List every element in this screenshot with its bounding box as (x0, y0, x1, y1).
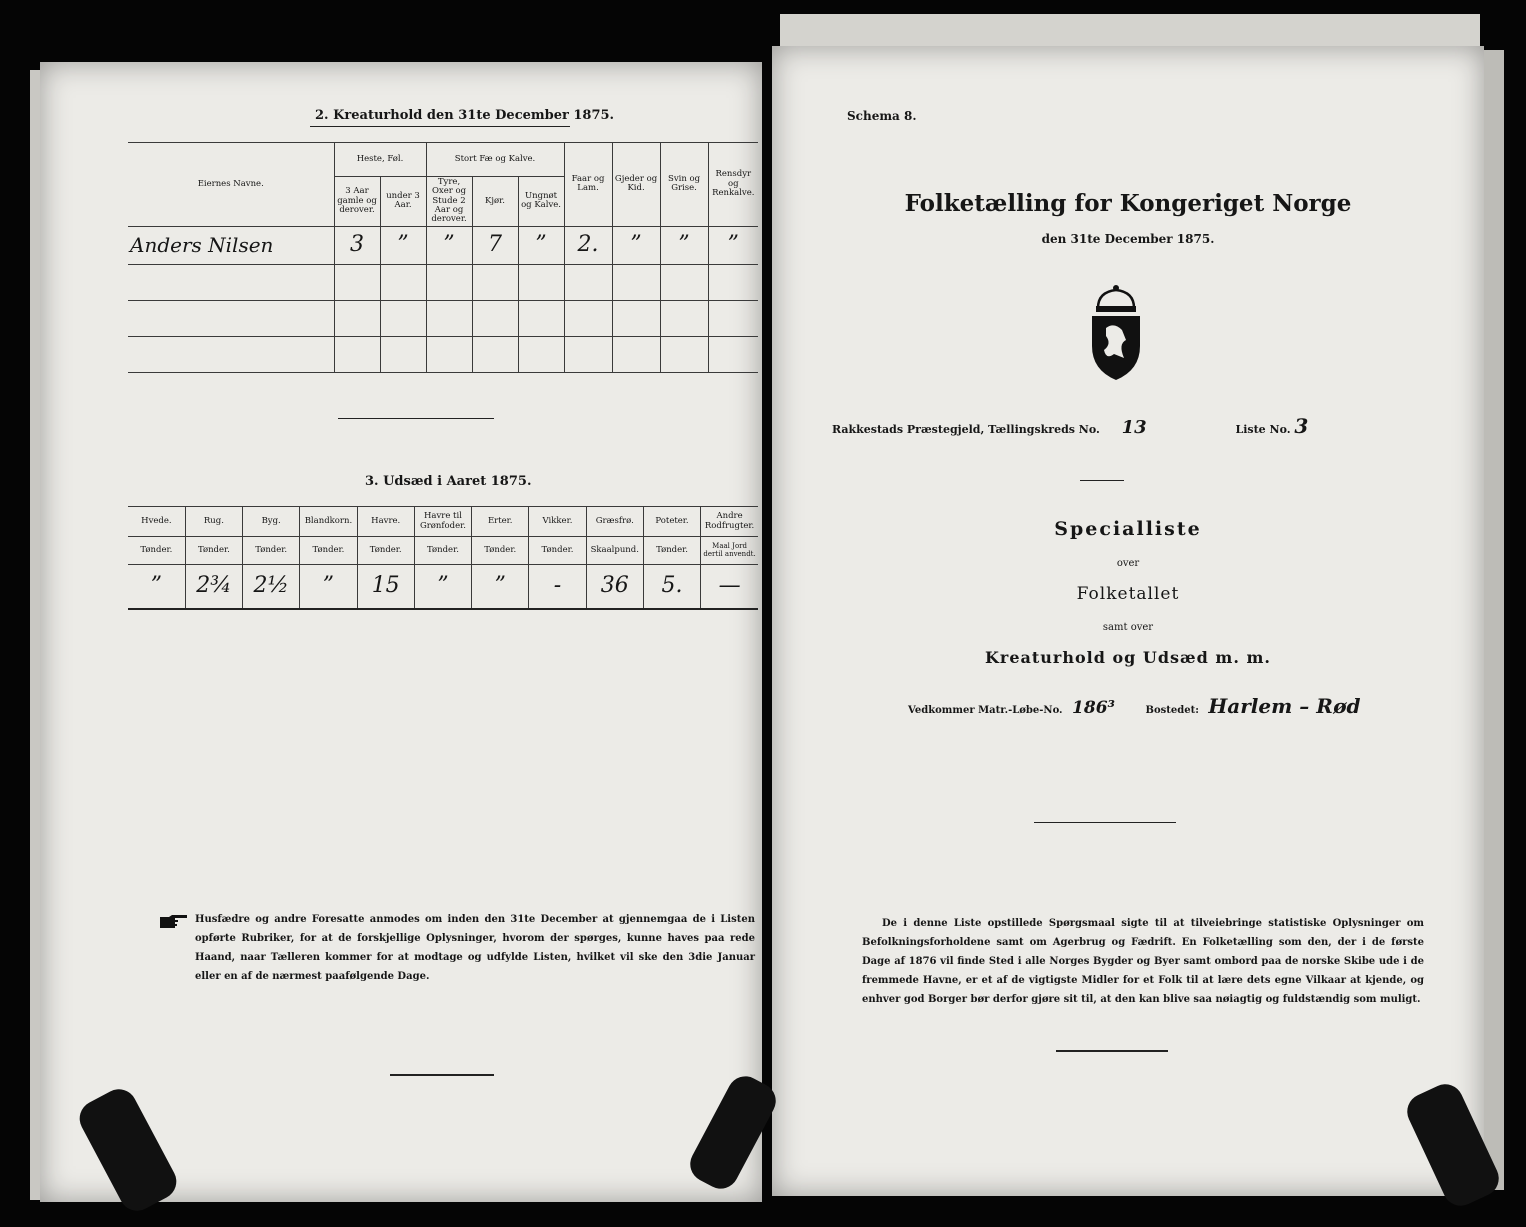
divider-rule (338, 418, 494, 419)
cell-bulls (426, 336, 472, 372)
cell-pigs (660, 336, 708, 372)
schema-label: Schema 8. (847, 109, 917, 123)
header-cows: Kjør. (472, 177, 518, 227)
seed-col-name: Blandkorn. (300, 507, 357, 537)
cell-goats: ” (612, 226, 660, 264)
cell-sheep (564, 264, 612, 300)
owner-name (128, 264, 334, 300)
cell-cows (472, 300, 518, 336)
header-bulls: Tyre, Oxer og Stude 2 Aar og derover. (426, 177, 472, 227)
seed-value: ” (414, 565, 471, 609)
seed-col-unit: Tønder. (243, 537, 300, 565)
seed-col-name: Græsfrø. (586, 507, 643, 537)
header-owner: Eiernes Navne. (128, 143, 334, 227)
seed-value: 15 (357, 565, 414, 609)
seed-value: — (701, 565, 758, 609)
cell-cows (472, 336, 518, 372)
bottom-rule (390, 1074, 494, 1076)
bosted-value: Harlem – Rød (1208, 694, 1361, 718)
header-cattle: Stort Fæ og Kalve. (426, 143, 564, 177)
seed-value: ” (300, 565, 357, 609)
cell-pigs: ” (660, 226, 708, 264)
cell-pigs (660, 264, 708, 300)
cell-bulls (426, 300, 472, 336)
seed-col-name: Andre Rodfrugter. (701, 507, 758, 537)
cell-goats (612, 336, 660, 372)
samt-over-text: samt over (1102, 622, 1154, 633)
cell-bulls: ” (426, 226, 472, 264)
seed-col-name: Vikker. (529, 507, 586, 537)
table-row (128, 264, 758, 300)
tellingskreds-label: Tællingskreds No. (988, 423, 1100, 436)
section2-title: 2. Kreaturhold den 31te December 1875. (315, 108, 615, 123)
cell-horses-old (334, 300, 380, 336)
cell-young-cattle (518, 264, 564, 300)
seed-col-name: Havre til Grønfoder. (414, 507, 471, 537)
cell-horses-old: 3 (334, 226, 380, 264)
matr-label: Vedkommer Matr.-Løbe-No. (908, 705, 1063, 716)
seed-value: ” (472, 565, 529, 609)
matr-line (908, 696, 1361, 717)
cell-cows: 7 (472, 226, 518, 264)
tellingskreds-value: 13 (1121, 417, 1147, 438)
cell-sheep (564, 300, 612, 336)
header-goats: Gjeder og Kid. (612, 143, 660, 227)
pointing-hand-icon (158, 914, 188, 930)
cell-young-cattle (518, 336, 564, 372)
seed-col-unit: Tønder. (300, 537, 357, 565)
cell-reindeer (708, 300, 758, 336)
document-date: den 31te December 1875. (1041, 232, 1215, 246)
header-reindeer: Rensdyr og Renkalve. (708, 143, 758, 227)
right-page (772, 46, 1484, 1196)
seed-col-unit: Tønder. (128, 537, 185, 565)
cell-cows (472, 264, 518, 300)
seed-col-name: Erter. (472, 507, 529, 537)
seed-value: ” (128, 565, 185, 609)
seed-col-unit: Tønder. (472, 537, 529, 565)
page-stack-top-edge (780, 14, 1480, 50)
header-sheep: Faar og Lam. (564, 143, 612, 227)
seed-value: 36 (586, 565, 643, 609)
seed-value: 5. (643, 565, 700, 609)
district-label: Rakkestads Præstegjeld, (832, 423, 985, 436)
seed-col-unit: Tønder. (357, 537, 414, 565)
info-paragraph: De i denne Liste opstillede Spørgsmaal sigte til at tilveiebringe statistiske Oplysninger om Befolkningsforholdene samt om Agerbrug og Fædrift. En Folketælling som den, der i de første Dage af 1876 vil finde Sted i alle Norges Bygder og Byer samt ombord paa de norske Skibe ude i de fremmede Havne, er et af de vigtigste Midler for et Folk til at lære dets egne Vilkaar at kjende, og enhver god Borger bør derfor gjøre sit til, at den kan blive saa nøiagtig og fuldstændig som muligt. (862, 918, 1424, 1005)
owner-name (128, 336, 334, 372)
cell-reindeer (708, 336, 758, 372)
seed-col-unit: Maal Jord dertil anvendt. (701, 537, 758, 565)
header-young-cattle: Ungnøt og Kalve. (518, 177, 564, 227)
header-horses-old: 3 Aar gamle og derover. (334, 177, 380, 227)
short-rule (1080, 480, 1124, 481)
cell-goats (612, 300, 660, 336)
cell-reindeer: ” (708, 226, 758, 264)
header-horses-young: under 3 Aar. (380, 177, 426, 227)
seed-col-name: Rug. (185, 507, 242, 537)
section3-title: 3. Udsæd i Aaret 1875. (365, 474, 532, 489)
over-text: over (1116, 558, 1140, 569)
owner-name: Anders Nilsen (128, 226, 334, 264)
folketallet-heading: Folketallet (1076, 584, 1180, 604)
seed-col-name: Byg. (243, 507, 300, 537)
coat-of-arms-icon (1084, 284, 1148, 382)
kreaturhold-heading: Kreaturhold og Udsæd m. m. (985, 648, 1271, 667)
cell-bulls (426, 264, 472, 300)
seed-col-unit: Skaalpund. (586, 537, 643, 565)
cell-horses-old (334, 264, 380, 300)
table-row (128, 226, 758, 264)
seed-col-name: Hvede. (128, 507, 185, 537)
table-row (128, 336, 758, 372)
seed-table (128, 506, 758, 610)
left-page (40, 62, 762, 1202)
bottom-rule (1056, 1050, 1168, 1052)
owner-name (128, 300, 334, 336)
seed-value: - (529, 565, 586, 609)
seed-col-unit: Tønder. (643, 537, 700, 565)
liste-label: Liste No. (1235, 423, 1291, 436)
table-row (128, 300, 758, 336)
seed-value: 2¾ (185, 565, 242, 609)
cell-goats (612, 264, 660, 300)
cell-horses-young (380, 300, 426, 336)
table-row (128, 565, 758, 609)
cell-sheep: 2. (564, 226, 612, 264)
district-line (832, 416, 1308, 437)
document-title: Folketælling for Kongeriget Norge (904, 190, 1352, 217)
page-stack-right-edge (1482, 50, 1504, 1190)
header-horses: Heste, Føl. (334, 143, 426, 177)
seed-col-name: Poteter. (643, 507, 700, 537)
title-underline (310, 126, 570, 127)
cell-pigs (660, 300, 708, 336)
cell-reindeer (708, 264, 758, 300)
cell-horses-young (380, 336, 426, 372)
seed-col-unit: Tønder. (414, 537, 471, 565)
header-pigs: Svin og Grise. (660, 143, 708, 227)
bosted-label: Bostedet: (1145, 705, 1199, 716)
seed-col-unit: Tønder. (185, 537, 242, 565)
seed-col-unit: Tønder. (529, 537, 586, 565)
seed-value: 2½ (243, 565, 300, 609)
mid-rule (1034, 822, 1176, 823)
cell-young-cattle: ” (518, 226, 564, 264)
notice-paragraph: Husfædre og andre Foresatte anmodes om inden den 31te December at gjennemgaa de i Listen opførte Rubriker, for at de forskjellige Oplysninger, hvorom der spørges, kunne haves paa rede Haand, naar Tælleren kommer for at modtage og udfylde Listen, hvilket vil ske den 3die Januar eller en af de nærmest paafølgende Dage. (195, 914, 755, 982)
livestock-table (128, 142, 758, 373)
matr-value: 186³ (1072, 698, 1115, 718)
seed-col-name: Havre. (357, 507, 414, 537)
liste-value: 3 (1294, 414, 1309, 438)
cell-young-cattle (518, 300, 564, 336)
cell-horses-young (380, 264, 426, 300)
cell-horses-old (334, 336, 380, 372)
specialliste-heading: Specialliste (1054, 518, 1202, 540)
cell-sheep (564, 336, 612, 372)
cell-horses-young: ” (380, 226, 426, 264)
